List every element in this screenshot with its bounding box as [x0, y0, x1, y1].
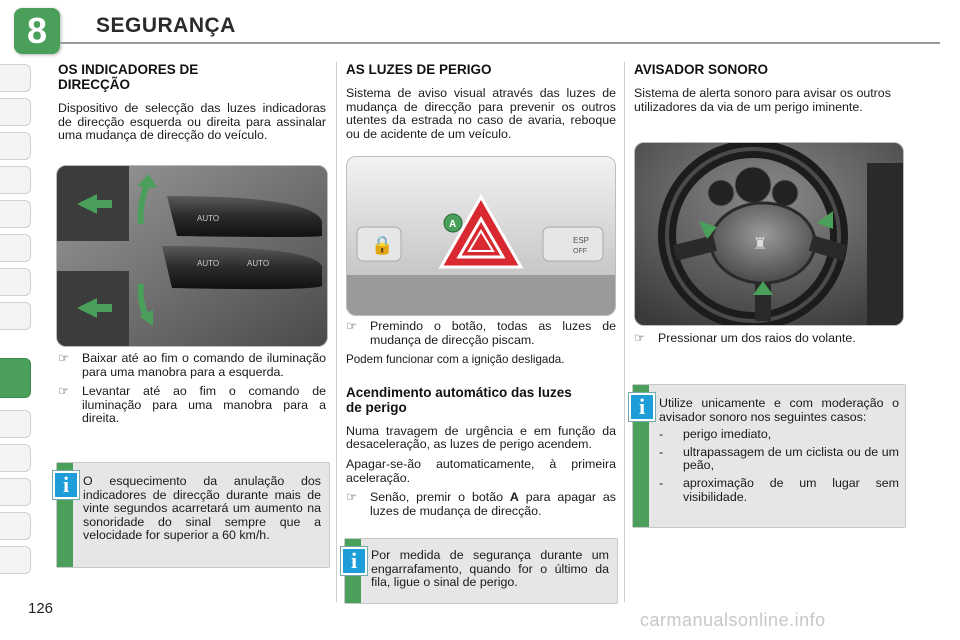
stalk-photo	[56, 165, 328, 347]
list-item	[346, 320, 616, 347]
hazard-button-illustration	[347, 157, 615, 315]
chapter-number-badge: 8	[14, 8, 60, 54]
chapter-tab[interactable]	[0, 268, 31, 296]
section-heading: AS LUZES DE PERIGO	[346, 62, 492, 77]
turn-signal-instructions	[58, 352, 326, 426]
page-title: SEGURANÇA	[96, 14, 236, 37]
chapter-tab[interactable]	[0, 132, 31, 160]
chapter-tab[interactable]	[0, 98, 31, 126]
list-item	[58, 385, 326, 426]
horn-instructions	[634, 332, 904, 346]
chapter-tab-active[interactable]	[0, 358, 31, 398]
chapter-tab[interactable]	[0, 302, 31, 330]
pointing-hand-icon: ☞	[346, 490, 358, 505]
section-heading: AVISADOR SONORO	[634, 62, 769, 77]
body-text: Apagar-se-ão automaticamente, à primeira aceleração.	[346, 456, 616, 485]
pointing-hand-icon: ☞	[634, 331, 646, 345]
section-heading: OS INDICADORES DE DIRECÇÃO	[58, 62, 199, 92]
svg-text:🔒: 🔒	[371, 235, 394, 256]
chapter-tab[interactable]	[0, 166, 31, 194]
instruction-text: Premindo o botão, todas as luzes de mudança de direcção piscam.	[370, 319, 616, 347]
info-icon: i	[629, 393, 655, 421]
info-icon: i	[341, 547, 367, 575]
page-number: 126	[28, 600, 54, 617]
list-item	[58, 352, 326, 379]
callout-label: A	[449, 219, 457, 230]
instruction-text: Pressionar um dos raios do volante.	[658, 331, 856, 345]
chapter-tab[interactable]	[0, 478, 31, 506]
body-text: Numa travagem de urgência e em função da desaceleração, as luzes de perigo acendem.	[346, 423, 616, 452]
pointing-hand-icon: ☞	[346, 319, 358, 333]
chapter-tab[interactable]	[0, 546, 31, 574]
list-item	[346, 491, 616, 518]
info-box	[632, 384, 906, 528]
section-intro: Dispositivo de selecção das luzes indicadoras de direcção esquerda ou direita para assinalar uma mudança de direcção do veículo.	[58, 101, 326, 143]
section-intro: Sistema de aviso visual através das luzes de mudança de direcção para prevenir os outros utentes da estrada no caso de avaria, reboque ou de acidente de um veículo.	[346, 86, 616, 141]
pointing-hand-icon: ☞	[58, 351, 70, 365]
info-box	[56, 462, 330, 568]
section-turn-signals	[58, 62, 326, 143]
info-text: Por medida de segurança durante um engarrafamento, quando for o último da fila, ligue o sinal de perigo.	[371, 548, 609, 590]
subsection-heading: Acendimento automático das luzes de perigo	[346, 384, 572, 415]
section-hazard-lights	[346, 62, 616, 141]
stalk-label-auto: AUTO	[197, 259, 220, 268]
chapter-tab[interactable]	[0, 64, 31, 92]
stalk-label-auto: AUTO	[247, 259, 270, 268]
info-text: Utilize unicamente e com moderação o avisador sonoro nos seguintes casos:	[659, 396, 899, 424]
section-horn	[634, 62, 904, 114]
hazard-button-photo	[346, 156, 616, 316]
header-rule	[60, 42, 940, 44]
chapter-tab[interactable]	[0, 200, 31, 228]
list-item: - aproximação de um lugar sem visibilidade.	[659, 475, 899, 504]
hazard-instructions	[346, 320, 616, 518]
chapter-tab[interactable]	[0, 410, 31, 438]
column-divider	[336, 62, 337, 602]
info-box	[344, 538, 618, 604]
esp-off-label: OFF	[573, 248, 587, 255]
instruction-text: Senão, premir o botão A para apagar as luzes de mudança de direcção.	[370, 490, 616, 518]
lighting-stalk-illustration	[57, 166, 327, 346]
info-icon: i	[53, 471, 79, 499]
svg-text:♜: ♜	[753, 234, 768, 253]
list-item: - ultrapassagem de um ciclista ou de um peão,	[659, 444, 899, 473]
info-text: O esquecimento da anulação dos indicadores de direcção durante mais de vinte segundos acarretará um aumento na sonoridade do sinal sempre que a velocidade for superior a 60 km/h.	[83, 474, 321, 543]
instruction-text: Levantar até ao fim o comando de iluminação para uma manobra para a direita.	[82, 384, 326, 426]
info-content	[659, 397, 899, 504]
chapter-tab[interactable]	[0, 512, 31, 540]
esp-label: ESP	[573, 236, 590, 245]
list-item: - perigo imediato,	[659, 427, 772, 442]
chapter-tab[interactable]	[0, 234, 31, 262]
pointing-hand-icon: ☞	[58, 384, 70, 399]
watermark: carmanualsonline.info	[640, 610, 826, 630]
steering-wheel-illustration	[635, 143, 903, 325]
list-item	[634, 332, 904, 346]
column-divider	[624, 62, 625, 602]
note-text: Podem funcionar com a ignição desligada.	[346, 353, 565, 367]
instruction-text: Baixar até ao fim o comando de iluminação para uma manobra para a esquerda.	[82, 351, 326, 379]
steering-wheel-photo	[634, 142, 904, 326]
stalk-label-auto: AUTO	[197, 214, 220, 223]
section-intro: Sistema de alerta sonoro para avisar os outros utilizadores da via de um perigo iminente.	[634, 86, 891, 114]
chapter-tab[interactable]	[0, 444, 31, 472]
